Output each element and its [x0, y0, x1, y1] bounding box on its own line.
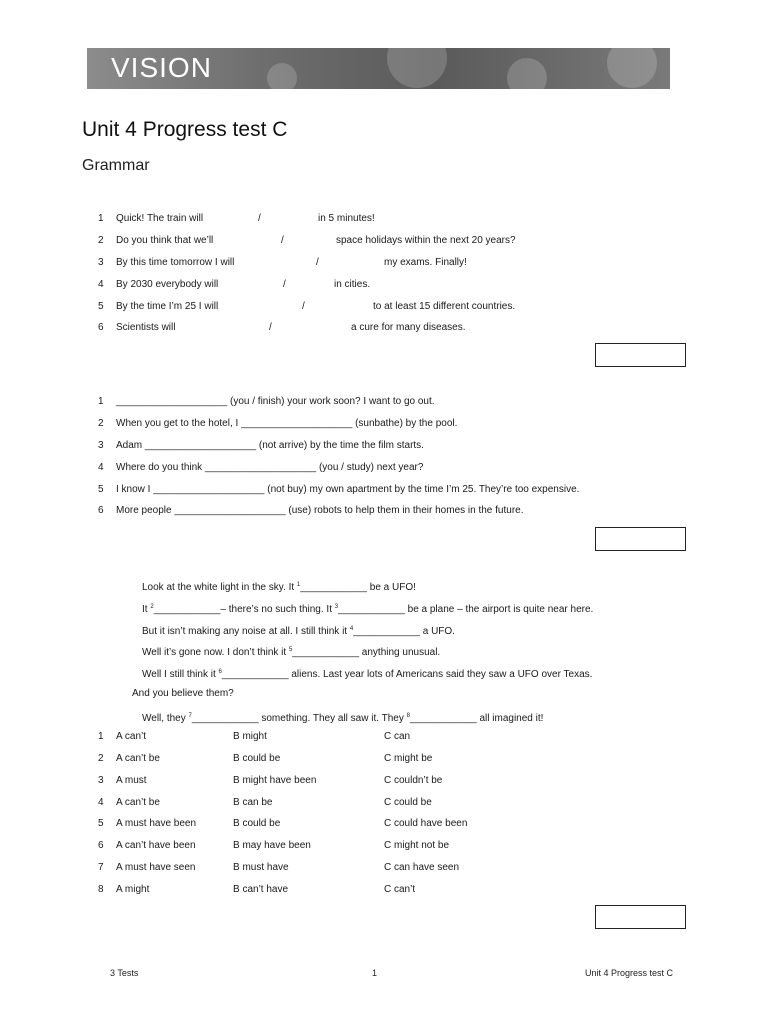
item-text: Scientists will [116, 322, 176, 333]
option-b: B may have been [233, 840, 311, 851]
dialogue-text: ____________– there’s no such thing. It [153, 604, 335, 615]
option-b: B might have been [233, 775, 317, 786]
item-number: 6 [98, 322, 104, 333]
item-number: 2 [98, 418, 104, 429]
item-number: 5 [98, 818, 104, 829]
item-text: a cure for many diseases. [351, 322, 466, 333]
option-a: A must have been [116, 818, 197, 829]
vision-logo: VISION [111, 52, 212, 83]
page-title: Unit 4 Progress test C [82, 118, 288, 141]
item-number: 5 [98, 484, 104, 495]
banner-decoration [607, 48, 657, 88]
item-text: By the time I’m 25 I will [116, 301, 219, 312]
item-text: More people ____________________ (use) robots to help them in their homes in the future. [116, 505, 524, 516]
option-a: A can’t be [116, 797, 160, 808]
option-c: C might not be [384, 840, 450, 851]
item-text: Do you think that we’ll [116, 235, 214, 246]
dialogue-line [142, 644, 440, 659]
item-slash: / [302, 301, 305, 312]
dialogue-text: ____________ anything unusual. [292, 647, 441, 658]
item-text: Where do you think ____________________ (you / study) next year? [116, 462, 424, 473]
option-c: C might be [384, 753, 433, 764]
gap-number: 2 [150, 604, 154, 610]
dialogue-text: Well I still think it [142, 669, 219, 680]
banner-decoration [387, 48, 447, 88]
item-text: By 2030 everybody will [116, 279, 219, 290]
item-number: 4 [98, 797, 104, 808]
dialogue-text: ____________ aliens. Last year lots of Americans said they saw a UFO over Texas. [221, 669, 593, 680]
banner-decoration [267, 63, 297, 89]
option-a: A must have seen [116, 862, 196, 873]
item-text: my exams. Finally! [384, 257, 467, 268]
item-number: 2 [98, 753, 104, 764]
dialogue-line [142, 579, 416, 594]
dialogue-text: But it isn’t making any noise at all. I still think it [142, 626, 350, 637]
item-number: 1 [98, 213, 104, 224]
item-slash: / [316, 257, 319, 268]
dialogue-text: It [142, 604, 151, 615]
option-a: A might [116, 884, 150, 895]
dialogue-text: ____________ be a plane – the airport is quite near here. [338, 604, 594, 615]
option-a: A can’t have been [116, 840, 196, 851]
footer-right: Unit 4 Progress test C [585, 968, 674, 978]
item-number: 3 [98, 257, 104, 268]
dialogue-line [132, 688, 234, 700]
item-number: 2 [98, 235, 104, 246]
score-box[interactable] [595, 343, 686, 367]
option-c: C could be [384, 797, 432, 808]
item-number: 3 [98, 775, 104, 786]
option-a: A can’t be [116, 753, 160, 764]
option-b: B could be [233, 753, 281, 764]
gap-number: 7 [188, 713, 192, 719]
item-text: to at least 15 different countries. [373, 301, 516, 312]
item-number: 6 [98, 505, 104, 516]
option-a: A can’t [116, 731, 147, 742]
option-b: B must have [233, 862, 289, 873]
option-c: C can’t [384, 884, 416, 895]
dialogue-line [142, 623, 455, 638]
gap-number: 1 [296, 582, 301, 588]
item-text: space holidays within the next 20 years? [336, 235, 516, 246]
gap-number: 6 [218, 669, 222, 675]
option-c: C couldn’t be [384, 775, 443, 786]
item-slash: / [258, 213, 261, 224]
item-number: 1 [98, 396, 104, 407]
section-heading: Grammar [82, 157, 150, 174]
item-number: 7 [98, 862, 104, 873]
dialogue-text: Look at the white light in the sky. It [142, 582, 297, 593]
item-slash: / [269, 322, 272, 333]
dialogue-text: Well it’s gone now. I don’t think it [142, 647, 289, 658]
dialogue-text: ____________ all imagined it! [409, 713, 544, 724]
item-text: When you get to the hotel, I ____________________ (sunbathe) by the pool. [116, 418, 458, 429]
item-text: By this time tomorrow I will [116, 257, 235, 268]
score-box[interactable] [595, 905, 686, 929]
item-slash: / [283, 279, 286, 290]
header-banner [87, 48, 670, 89]
dialogue-line [142, 601, 593, 616]
item-number: 8 [98, 884, 104, 895]
option-b: B can be [233, 797, 273, 808]
option-b: B can’t have [233, 884, 289, 895]
item-number: 6 [98, 840, 104, 851]
banner-decoration [507, 58, 547, 89]
item-number: 4 [98, 279, 104, 290]
gap-number: 4 [349, 626, 354, 632]
item-number: 4 [98, 462, 104, 473]
dialogue-text: Well, they [142, 713, 189, 724]
dialogue-text: And you believe them? [132, 688, 234, 699]
gap-number: 8 [406, 713, 410, 719]
option-a: A must [116, 775, 147, 786]
item-number: 3 [98, 440, 104, 451]
option-b: B might [233, 731, 267, 742]
item-number: 1 [98, 731, 104, 742]
option-c: C can [384, 731, 411, 742]
gap-number: 3 [334, 604, 339, 610]
item-text: in cities. [334, 279, 371, 290]
item-slash: / [281, 235, 284, 246]
gap-number: 5 [288, 647, 293, 653]
option-c: C can have seen [384, 862, 460, 873]
dialogue-line [142, 710, 543, 725]
footer-left: 3 Tests [110, 968, 139, 978]
item-text: Quick! The train will [116, 213, 204, 224]
option-c: C could have been [384, 818, 468, 829]
item-text: I know I ____________________ (not buy) my own apartment by the time I’m 25. They’re too expensive. [116, 484, 580, 495]
item-number: 5 [98, 301, 104, 312]
dialogue-text: ____________ be a UFO! [300, 582, 416, 593]
item-text: ____________________ (you / finish) your work soon? I want to go out. [116, 396, 435, 407]
option-b: B could be [233, 818, 281, 829]
item-text: in 5 minutes! [318, 213, 375, 224]
dialogue-line [142, 666, 592, 681]
score-box[interactable] [595, 527, 686, 551]
page-number: 1 [372, 968, 378, 978]
item-text: Adam ____________________ (not arrive) by the time the film starts. [116, 440, 424, 451]
dialogue-text: ____________ something. They all saw it. They [191, 713, 407, 724]
dialogue-text: ____________ a UFO. [353, 626, 455, 637]
